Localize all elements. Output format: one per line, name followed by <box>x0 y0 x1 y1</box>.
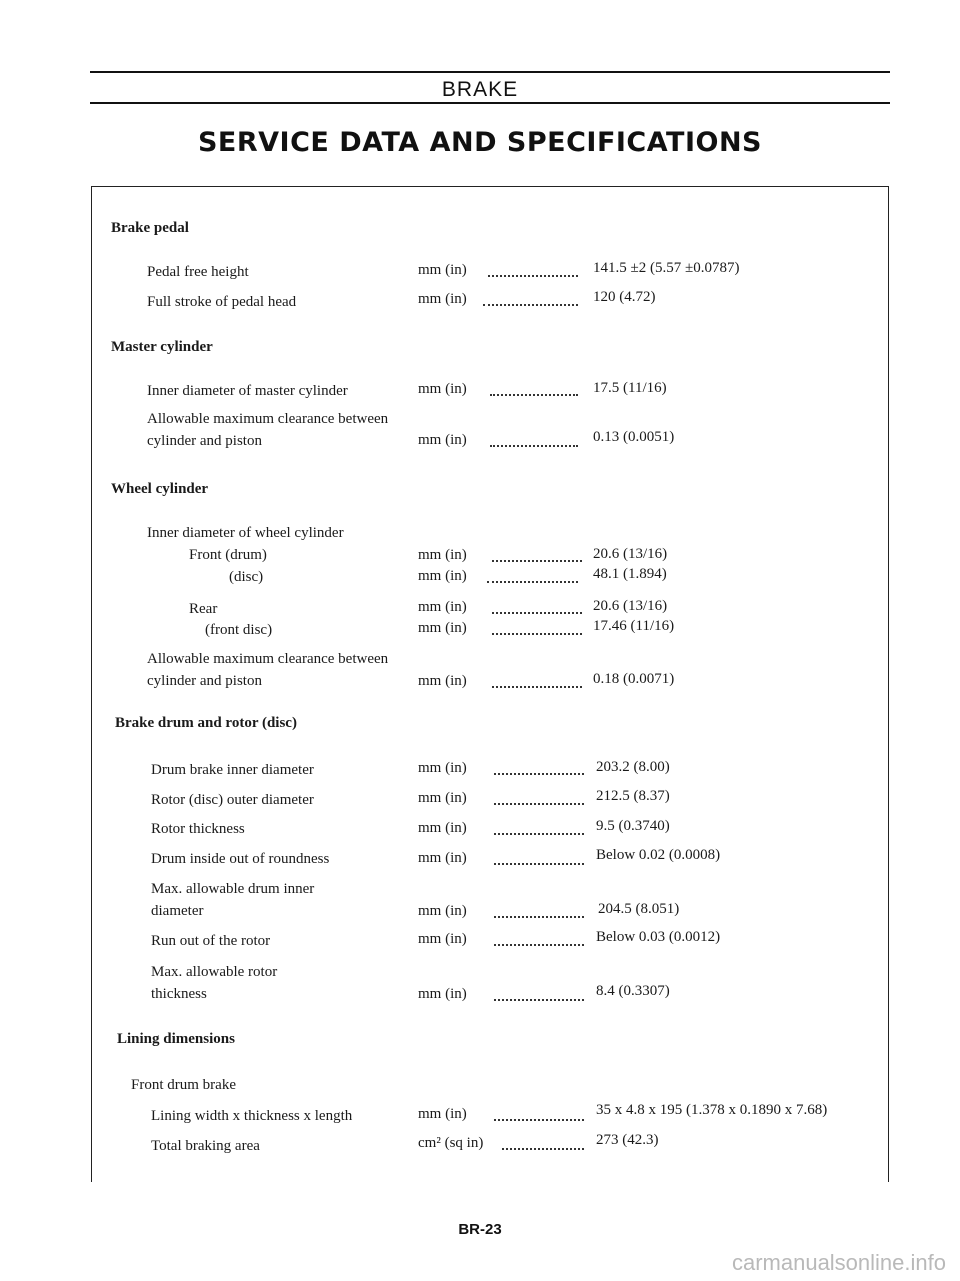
row-label: Pedal free height <box>147 264 249 280</box>
row-value: 0.13 (0.0051) <box>593 429 675 445</box>
row-value: 20.6 (13/16) <box>593 598 668 614</box>
row-label: Rear <box>189 601 218 617</box>
row-label: Run out of the rotor <box>151 933 271 949</box>
row-unit: mm (in) <box>418 850 467 866</box>
row-label: Allowable maximum clearance between <box>147 411 389 427</box>
row-value: 9.5 (0.3740) <box>596 818 670 834</box>
row-value: 120 (4.72) <box>593 289 656 305</box>
row-value: 204.5 (8.051) <box>598 901 680 917</box>
row-label: thickness <box>151 986 207 1002</box>
leader-dots <box>494 801 584 805</box>
page-number: BR-23 <box>458 1221 502 1238</box>
row-value: 212.5 (8.37) <box>596 788 670 804</box>
row-unit: mm (in) <box>418 986 467 1002</box>
row-label: Inner diameter of wheel cylinder <box>147 525 344 541</box>
row-value: 17.46 (11/16) <box>593 618 675 634</box>
row-unit: mm (in) <box>418 568 467 584</box>
row-label: Allowable maximum clearance between <box>147 651 389 667</box>
row-label: Rotor (disc) outer diameter <box>151 792 314 808</box>
row-unit: mm (in) <box>418 432 467 448</box>
row-label: cylinder and piston <box>147 673 262 689</box>
section-heading-master-cylinder: Master cylinder <box>111 339 213 355</box>
leader-dots <box>494 942 584 946</box>
row-label: Front drum brake <box>131 1077 236 1093</box>
table-left-border <box>91 186 92 1182</box>
leader-dots <box>492 631 582 635</box>
section-heading-wheel-cylinder: Wheel cylinder <box>111 481 209 497</box>
leader-dots <box>492 558 582 562</box>
table-top-border <box>91 186 889 187</box>
row-value: 8.4 (0.3307) <box>596 983 670 999</box>
row-label: (front disc) <box>205 622 273 638</box>
row-unit: mm (in) <box>418 381 467 397</box>
row-label: Lining width x thickness x length <box>151 1108 353 1124</box>
header-top-rule <box>90 71 890 73</box>
row-value: 20.6 (13/16) <box>593 546 668 562</box>
row-unit: mm (in) <box>418 790 467 806</box>
row-label: (disc) <box>229 569 264 585</box>
row-label: Max. allowable rotor <box>151 964 278 980</box>
row-label: Total braking area <box>151 1138 260 1154</box>
row-value: 48.1 (1.894) <box>593 566 667 582</box>
row-unit: mm (in) <box>418 620 467 636</box>
leader-dots <box>494 1117 584 1121</box>
row-unit: mm (in) <box>418 760 467 776</box>
row-unit: mm (in) <box>418 931 467 947</box>
watermark: carmanualsonline.info <box>731 1250 946 1275</box>
row-label: Drum brake inner diameter <box>151 762 314 778</box>
leader-dots <box>490 392 578 396</box>
row-value: Below 0.02 (0.0008) <box>596 847 721 863</box>
leader-dots <box>502 1146 584 1150</box>
row-value: 0.18 (0.0071) <box>593 671 675 687</box>
section-heading-brake-pedal: Brake pedal <box>111 220 189 236</box>
row-unit: mm (in) <box>418 1106 467 1122</box>
row-label: Full stroke of pedal head <box>147 294 297 310</box>
row-value: 17.5 (11/16) <box>593 380 667 396</box>
row-unit: mm (in) <box>418 291 467 307</box>
leader-dots <box>483 302 578 306</box>
leader-dots <box>494 831 584 835</box>
row-value: 141.5 ±2 (5.57 ±0.0787) <box>593 260 740 276</box>
row-value: 273 (42.3) <box>596 1132 659 1148</box>
row-unit: mm (in) <box>418 820 467 836</box>
row-label: Max. allowable drum inner <box>151 881 315 897</box>
leader-dots <box>494 861 584 865</box>
leader-dots <box>494 997 584 1001</box>
row-label: diameter <box>151 903 204 919</box>
leader-dots <box>492 610 582 614</box>
row-unit: mm (in) <box>418 547 467 563</box>
row-unit: mm (in) <box>418 599 467 615</box>
row-label: Drum inside out of roundness <box>151 851 330 867</box>
leader-dots <box>490 443 578 447</box>
section-heading-brake-drum-rotor: Brake drum and rotor (disc) <box>115 715 297 731</box>
row-unit: mm (in) <box>418 262 467 278</box>
section-heading-lining-dimensions: Lining dimensions <box>117 1031 235 1047</box>
section-header: BRAKE <box>441 78 519 101</box>
row-value: Below 0.03 (0.0012) <box>596 929 721 945</box>
row-unit: mm (in) <box>418 673 467 689</box>
leader-dots <box>487 579 578 583</box>
row-value: 35 x 4.8 x 195 (1.378 x 0.1890 x 7.68) <box>596 1102 828 1118</box>
table-right-border <box>888 186 889 1182</box>
row-label: Inner diameter of master cylinder <box>147 383 348 399</box>
row-unit: mm (in) <box>418 903 467 919</box>
leader-dots <box>494 771 584 775</box>
row-value: 203.2 (8.00) <box>596 759 670 775</box>
page-title: SERVICE DATA AND SPECIFICATIONS <box>197 127 763 158</box>
row-label: cylinder and piston <box>147 433 262 449</box>
row-label: Rotor thickness <box>151 821 245 837</box>
leader-dots <box>494 914 584 918</box>
leader-dots <box>492 684 582 688</box>
header-bottom-rule <box>90 102 890 104</box>
leader-dots <box>488 273 578 277</box>
row-unit: cm² (sq in) <box>418 1135 484 1151</box>
row-label: Front (drum) <box>189 547 267 563</box>
